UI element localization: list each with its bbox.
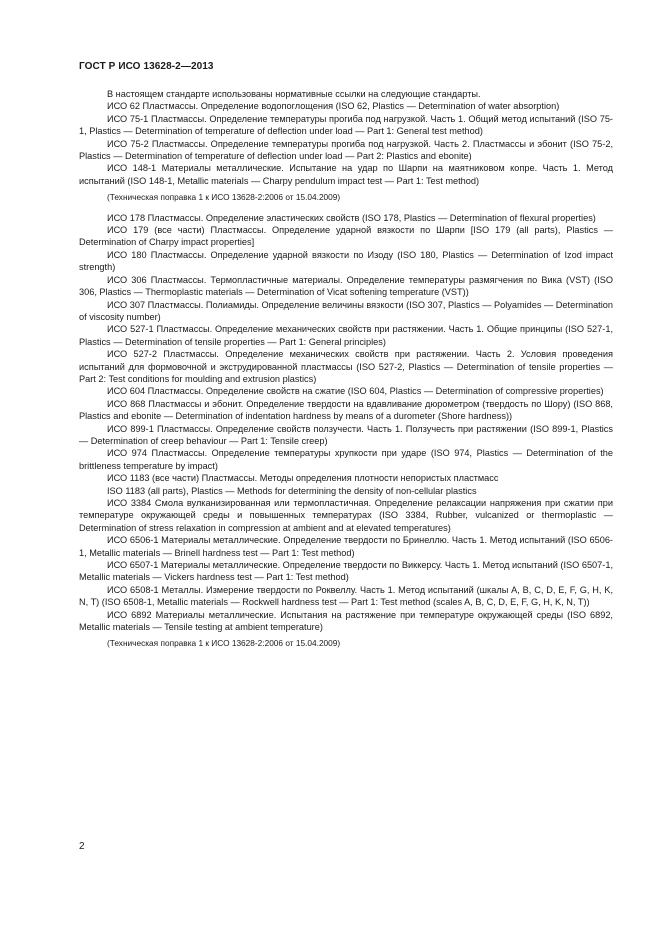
paragraph-iso-1183-ru: ИСО 1183 (все части) Пластмассы. Методы определения плотности непористых пластмасс <box>107 473 499 484</box>
document-body <box>79 88 613 658</box>
paragraph-iso-179: ИСО 179 (все части) Пластмассы. Определение ударной вязкости по Шарпи [ISO 179 (all parts), Plastics — Determination of Charpy impact properties] <box>79 225 613 248</box>
page-number: 2 <box>79 841 85 852</box>
paragraph-intro: В настоящем стандарте использованы нормативные ссылки на следующие стандарты. <box>107 89 481 99</box>
paragraph-iso-6507-1: ИСО 6507-1 Материалы металлические. Определение твердости по Виккерсу. Часть 1. Метод испытаний (ISO 6507-1, Metallic materials — Vickers hardness test — Part 1: Test method) <box>79 560 613 583</box>
paragraph-iso-527-1: ИСО 527-1 Пластмассы. Определение механических свойств при растяжении. Часть 1. Общие принципы (ISO 527-1, Plastics — Determination of tensile properties — Part 1: General principles) <box>79 324 613 347</box>
paragraph-iso-974: ИСО 974 Пластмассы. Определение температуры хрупкости при ударе (ISO 974, Plastics — Determination of the brittleness temperature by impact) <box>79 448 613 471</box>
paragraph-iso-178: ИСО 178 Пластмассы. Определение эластических свойств (ISO 178, Plastics — Determination of flexural properties) <box>107 212 596 223</box>
paragraph-iso-1183-en: ISO 1183 (all parts), Plastics — Methods for determining the density of non-cellular plastics <box>107 485 477 496</box>
paragraph-iso-180: ИСО 180 Пластмассы. Определение ударной вязкости по Изоду (ISO 180, Plastics — Determination of Izod impact strength) <box>79 249 613 273</box>
paragraph-iso-75-1: ИСО 75-1 Пластмассы. Определение температуры прогиба под нагрузкой. Часть 1. Общий метод испытаний (ISO 75-1, Plastics — Determination of temperature of deflection under load — Part 1: General test method) <box>79 113 613 137</box>
paragraph-iso-868: ИСО 868 Пластмассы и эбонит. Определение твердости на вдавливание дюрометром (твердость по Шору) (ISO 868, Plastics and ebonite — Determination of indentation hardness by means of a durometer (Shore hardness)) <box>79 398 613 422</box>
paragraph-iso-527-2: ИСО 527-2 Пластмассы. Определение механических свойств при растяжении. Часть 2. Условия проведения испытаний для формовочной и экструдированной пластмассы (ISO 527-2, Plastics — Determination of tensile properties — Part 2: Test conditions for moulding and extrusion plastics) <box>79 349 613 384</box>
paragraph-iso-148-1: ИСО 148-1 Материалы металлические. Испытание на удар по Шарпи на маятниковом копре. Часть 1. Метод испытаний (ISO 148-1, Metallic materials — Charpy pendulum impact test — Part 1: Test method) <box>79 163 613 186</box>
paragraph-iso-62: ИСО 62 Пластмассы. Определение водопоглощения (ISO 62, Plastics — Determination of water absorption) <box>107 101 560 112</box>
paragraph-iso-6892: ИСО 6892 Материалы металлические. Испытания на растяжение при температуре окружающей среды (ISO 6892, Metallic materials — Tensile testing at ambient temperature) <box>79 609 613 633</box>
document-header: ГОСТ Р ИСО 13628-2—2013 <box>79 61 214 72</box>
paragraph-iso-306: ИСО 306 Пластмассы. Термопластичные материалы. Определение температуры размягчения по Вика (VST) (ISO 306, Plastics — Thermoplastic materials — Determination of Vicat softening temperature (VST)) <box>79 274 613 298</box>
paragraph-iso-3384: ИСО 3384 Смола вулканизированная или термопластичная. Определение релаксации напряжения при сжатии при температуре окружающей среды и повышенных температурах (ISO 3384, Rubber, vulcanized or thermoplastic — Determination of stress relaxation in compression at ambient and at elevated temperatures) <box>79 498 613 533</box>
paragraph-iso-75-2: ИСО 75-2 Пластмассы. Определение температуры прогиба под нагрузкой. Часть 2. Пластмассы и эбонит (ISO 75-2, Plastics — Determination of temperature of deflection under load — Part 2: Plastics and ebonite) <box>79 138 613 162</box>
technical-correction-note: (Техническая поправка 1 к ИСО 13628-2:2006 от 15.04.2009) <box>107 192 341 203</box>
technical-correction-note-2: (Техническая поправка 1 к ИСО 13628-2:2006 от 15.04.2009) <box>107 638 341 649</box>
paragraph-iso-307: ИСО 307 Пластмассы. Полиамиды. Определение величины вязкости (ISO 307, Plastics — Polyamides — Determination of viscosity number) <box>79 299 613 322</box>
paragraph-iso-899-1: ИСО 899-1 Пластмассы. Определение свойств ползучести. Часть 1. Ползучесть при растяжении (ISO 899-1, Plastics — Determination of creep behaviour — Part 1: Tensile creep) <box>79 423 613 446</box>
paragraph-iso-6506-1: ИСО 6506-1 Материалы металлические. Определение твердости по Бринеллю. Часть 1. Метод испытаний (ISO 6506-1, Metallic materials — Brinell hardness test — Part 1: Test method) <box>79 535 613 558</box>
paragraph-iso-6508-1: ИСО 6508-1 Металлы. Измерение твердости по Роквеллу. Часть 1. Метод испытаний (шкалы A, B, C, D, E, F, G, H, K, N, T) (ISO 6508-1, Metallic materials — Rockwell hardness test — Part 1: Test method (scales A, B, C, D, E, F, G, H, K, N, T)) <box>79 584 613 608</box>
paragraph-iso-604: ИСО 604 Пластмассы. Определение свойств на сжатие (ISO 604, Plastics — Determination of compressive properties) <box>107 386 604 397</box>
